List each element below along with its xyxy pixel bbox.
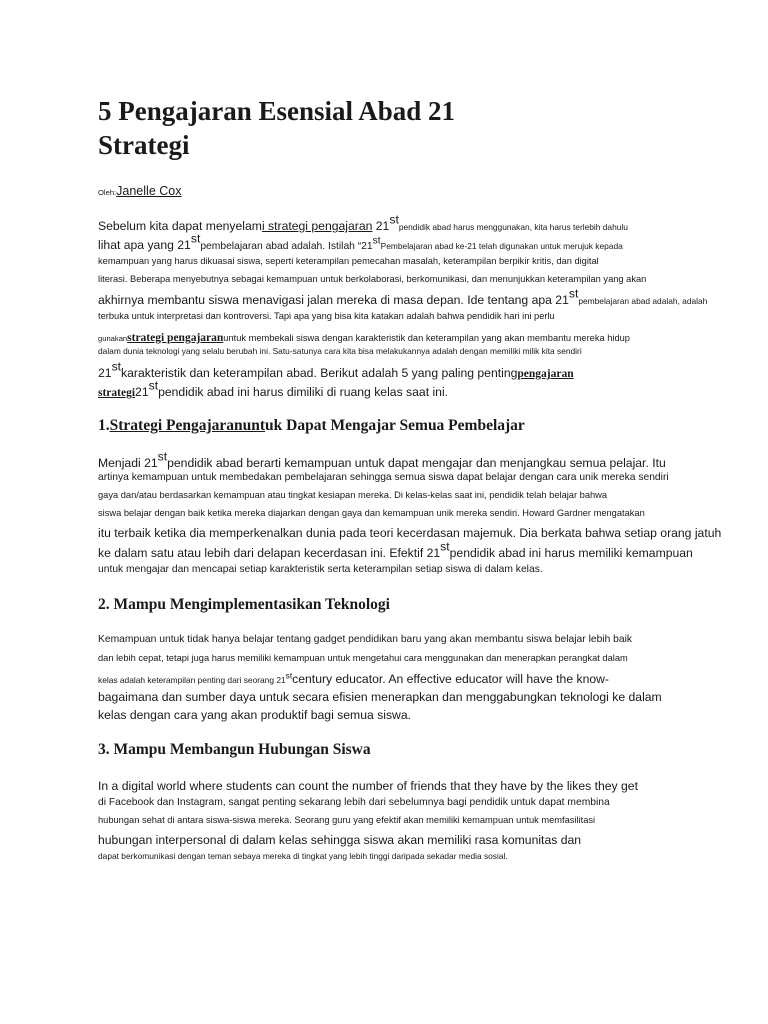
section-3-line-5: dapat berkomunikasi dengan teman sebaya mereka di tingkat yang lebih tinggi daripada sekadar media sosial. — [98, 851, 508, 861]
section-3-line-2: di Facebook dan Instagram, sangat penting sekarang lebih dari sebelumnya bagi pendidik untuk dapat membina — [98, 797, 610, 808]
intro-line-8: dalam dunia teknologi yang selalu berubah ini. Satu-satunya cara kita bisa melakukannya adalah dengan memiliki milik kita sendiri — [98, 346, 582, 356]
section-3-line-3: hubungan sehat di antara siswa-siswa mereka. Seorang guru yang efektif akan memiliki kemampuan untuk memfasilitasi — [98, 815, 596, 825]
section-1-line-5: itu terbaik ketika dia memperkenalkan dunia pada teori kecerdasan majemuk. Dia berkata bahwa setiap orang jatuh — [98, 526, 722, 540]
pengajaran-link[interactable]: pengajaran — [517, 368, 574, 380]
strategi-link[interactable]: strategi — [98, 387, 136, 399]
intro-line-10: strategi21stpendidik abad ini harus dimiliki di ruang kelas saat ini. — [98, 378, 449, 399]
page-title-line-1: 5 Pengajaran Esensial Abad 21 — [98, 96, 456, 126]
section-2-line-1: Kemampuan untuk tidak hanya belajar tentang gadget pendidikan baru yang akan membantu siswa belajar lebih baik — [98, 634, 633, 645]
intro-line-2: lihat apa yang 21stpembelajaran abad adalah. Istilah “21stPembelajaran abad ke-21 telah digunakan untuk merujuk kepada — [98, 231, 623, 252]
strategi-pengajaran-link[interactable]: i strategi pengajaran — [261, 219, 373, 233]
section-1-heading-link[interactable]: Strategi Pengajaranunt — [109, 417, 266, 434]
intro-line-7: gunakanstrategi pengajaranuntuk membekali siswa dengan karakteristik dan keterampilan yang akan membantu mereka hidup — [98, 332, 630, 344]
intro-line-4: literasi. Beberapa menyebutnya sebagai kemampuan untuk berkolaborasi, berkomunikasi, dan menunjukkan keterampilan yang akan — [98, 274, 647, 284]
section-1-line-2: artinya kemampuan untuk membedakan pembelajaran sehingga semua siswa dapat belajar dengan cara unik mereka sendiri — [98, 472, 669, 483]
intro-line-5: akhirnya membantu siswa menavigasi jalan mereka di masa depan. Ide tentang apa 21stpembelajaran abad adalah, adalah — [98, 286, 708, 307]
section-2-line-3: kelas adalah keterampilan penting dari seorang 21stcentury educator. An effective educator will have the know- — [98, 670, 609, 686]
section-1-line-4: siswa belajar dengan baik ketika mereka diajarkan dengan gaya dan kemampuan unik mereka sendiri. Howard Gardner mengatakan — [98, 508, 645, 518]
intro-line-9: 21stkarakteristik dan keterampilan abad. Berikut adalah 5 yang paling pentingpengajaran — [98, 359, 574, 380]
intro-line-6: terbuka untuk interpretasi dan kontroversi. Tapi apa yang bisa kita katakan adalah bahwa pendidik hari ini perlu — [98, 311, 555, 321]
section-2-line-5: kelas dengan cara yang akan produktif bagi semua siswa. — [98, 708, 412, 722]
section-3-line-1: In a digital world where students can count the number of friends that they have by the likes they get — [98, 779, 638, 793]
section-1-line-7: untuk mengajar dan mencapai setiap karakteristik serta keterampilan setiap siswa di dalam kelas. — [98, 564, 543, 575]
byline — [98, 182, 181, 200]
section-1-line-1: Menjadi 21stpendidik abad berarti kemampuan untuk dapat mengajar dan menjangkau semua pelajar. Itu — [98, 449, 666, 470]
section-3-line-4: hubungan interpersonal di dalam kelas sehingga siswa akan memiliki rasa komunitas dan — [98, 833, 582, 847]
section-1-line-6: ke dalam satu atau lebih dari delapan kecerdasan ini. Efektif 21stpendidik abad ini harus memiliki kemampuan — [98, 539, 693, 560]
intro-line-1: Sebelum kita dapat menyelami strategi pengajaran 21stpendidik abad harus menggunakan, kita harus terlebih dahulu — [98, 212, 628, 233]
section-2-line-2: dan lebih cepat, tetapi juga harus memiliki kemampuan untuk mengetahui cara menggunakan dan menerapkan perangkat dalam — [98, 653, 628, 663]
author-link[interactable]: Janelle Cox — [116, 184, 182, 198]
section-2-heading: 2. Mampu Mengimplementasikan Teknologi — [98, 596, 390, 613]
strategi-pengajaran-link-2[interactable]: strategi pengajaran — [127, 332, 224, 344]
byline-label: Oleh: — [98, 188, 117, 197]
section-3-heading: 3. Mampu Membangun Hubungan Siswa — [98, 741, 371, 758]
intro-line-3: kemampuan yang harus dikuasai siswa, seperti keterampilan pemecahan masalah, keterampilan berpikir kritis, dan digital — [98, 256, 599, 266]
section-1-line-3: gaya dan/atau berdasarkan kemampuan atau tingkat kesiapan mereka. Di kelas-kelas saat ini, pendidik telah belajar bahwa — [98, 490, 608, 500]
page-title-line-2: Strategi — [98, 130, 190, 160]
section-1-heading: 1.Strategi Pengajaranuntuk Dapat Mengajar Semua Pembelajar — [98, 417, 525, 434]
section-2-line-4: bagaimana dan sumber daya untuk secara efisien menerapkan dan menggabungkan teknologi ke dalam — [98, 690, 662, 704]
